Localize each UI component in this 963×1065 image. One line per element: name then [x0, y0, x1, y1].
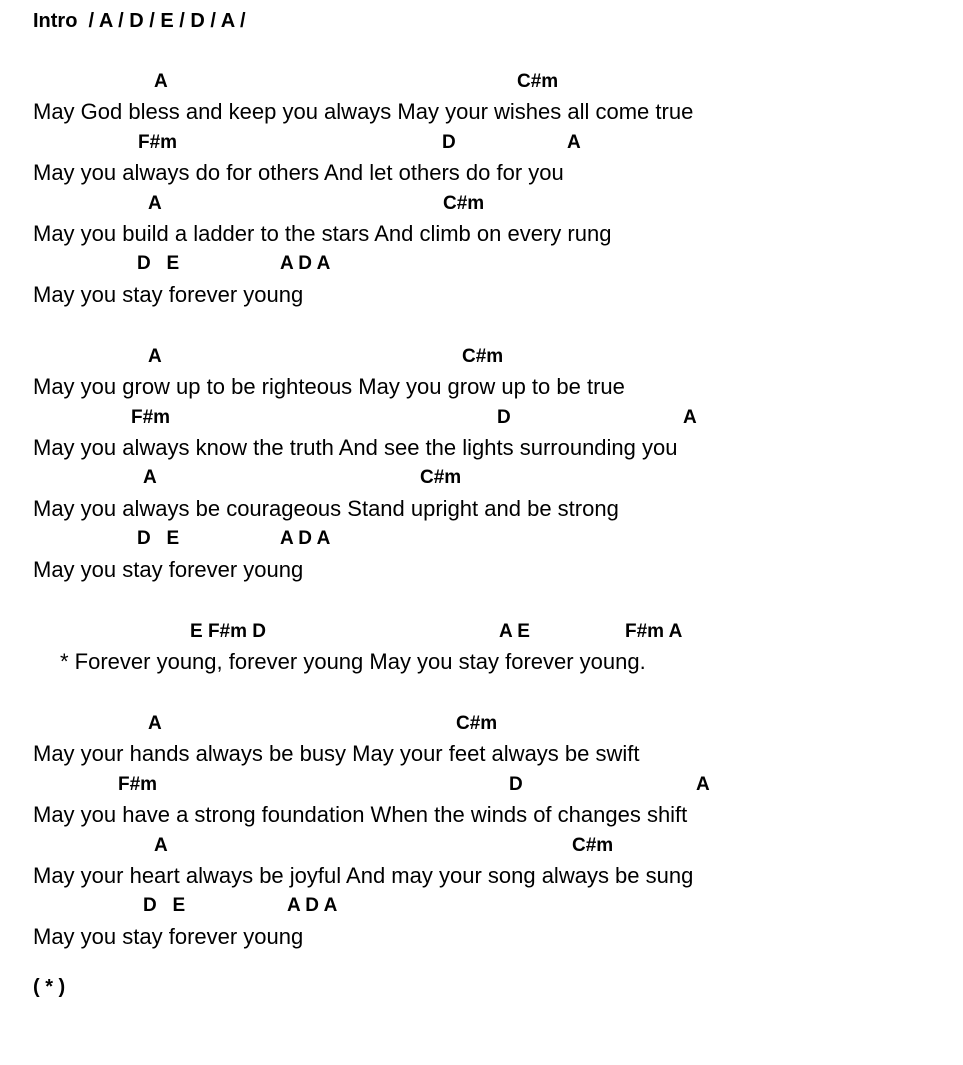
chord: C#m: [443, 193, 485, 214]
lyric-line: May your hands always be busy May your feet always be swift: [33, 741, 640, 766]
chord: A: [148, 713, 162, 734]
chord: C#m: [456, 713, 498, 734]
chord: E F#m D: [190, 621, 267, 642]
chord: F#m: [138, 132, 178, 153]
lyric-line: May you build a ladder to the stars And climb on every rung: [33, 221, 612, 246]
chord: C#m: [572, 835, 614, 856]
lyric-line: May God bless and keep you always May your wishes all come true: [33, 99, 694, 124]
chord: A D A: [280, 253, 331, 274]
chord: D: [497, 407, 511, 428]
chord: A D A: [280, 528, 331, 549]
lyric-line: May you stay forever young: [33, 557, 304, 582]
chord: D E: [137, 528, 180, 549]
lyric-line: May you always know the truth And see the lights surrounding you: [33, 435, 678, 460]
lyric-line: May you always be courageous Stand upright and be strong: [33, 496, 619, 521]
chord: A: [154, 71, 168, 92]
lyric-line: May you always do for others And let others do for you: [33, 160, 564, 185]
lyric-line: May your heart always be joyful And may your song always be sung: [33, 863, 694, 888]
chord: A D A: [287, 895, 338, 916]
chord: D E: [143, 895, 186, 916]
intro-line: Intro / A / D / E / D / A /: [33, 10, 246, 32]
lyric-line: May you stay forever young: [33, 924, 304, 949]
chorus-line: * Forever young, forever young May you stay forever young.: [60, 649, 646, 674]
chord: C#m: [517, 71, 559, 92]
chord: A: [148, 346, 162, 367]
chord: A E: [499, 621, 530, 642]
repeat-chorus-marker: ( * ): [33, 976, 66, 998]
chord: F#m: [131, 407, 171, 428]
chord: F#m A: [625, 621, 683, 642]
chord: D: [509, 774, 523, 795]
chord: A: [567, 132, 581, 153]
chord: F#m: [118, 774, 158, 795]
chord: A: [683, 407, 697, 428]
lyric-line: May you stay forever young: [33, 282, 304, 307]
lyric-line: May you have a strong foundation When the winds of changes shift: [33, 802, 688, 827]
chord: C#m: [462, 346, 504, 367]
chord: A: [148, 193, 162, 214]
lyric-line: May you grow up to be righteous May you grow up to be true: [33, 374, 625, 399]
chord: A: [696, 774, 710, 795]
chord: D E: [137, 253, 180, 274]
chord: C#m: [420, 467, 462, 488]
chord: A: [143, 467, 157, 488]
chord: D: [442, 132, 456, 153]
chord: A: [154, 835, 168, 856]
